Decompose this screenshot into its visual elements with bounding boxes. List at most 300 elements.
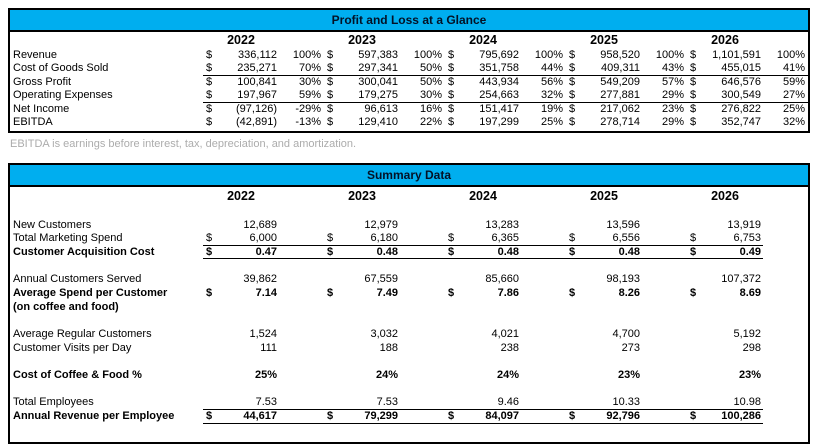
value-cell: 0.47 (221, 245, 279, 259)
value-cell: 5,192 (733, 328, 761, 341)
data-row (10, 102, 808, 116)
percent-cell: 70% (298, 62, 321, 74)
dollar-sign-cell (445, 218, 463, 232)
value-cell: 8.69 (739, 286, 761, 299)
dollar-sign-cell: $ (690, 62, 697, 74)
spacer-cell (10, 355, 808, 369)
percent-cell (279, 245, 324, 259)
value-cell: 100,286 (705, 409, 763, 423)
percent-cell (642, 300, 687, 314)
percent-cell: 50% (419, 62, 442, 74)
value-cell: 0.48 (342, 245, 400, 259)
percent-cell (400, 368, 445, 382)
value-cell: 13,283 (485, 218, 519, 231)
dollar-sign-cell: $ (206, 231, 213, 244)
dollar-sign-cell: $ (448, 89, 455, 101)
dollar-sign-cell (566, 300, 584, 314)
percent-cell: -29% (279, 102, 324, 116)
value-cell: 6,365 (491, 231, 519, 244)
value-cell: 3,032 (370, 328, 398, 341)
percent-cell (642, 368, 687, 382)
percent-cell (763, 272, 808, 286)
year-label: 2026 (711, 188, 739, 203)
value-cell: 23% (617, 369, 640, 382)
dollar-sign-cell (445, 327, 463, 341)
dollar-sign-cell (203, 218, 221, 232)
percent-cell: 32% (540, 89, 563, 101)
percent-cell (400, 245, 445, 259)
data-row (10, 409, 808, 423)
value-cell: 336,112 (238, 48, 277, 61)
data-row (10, 62, 808, 76)
dollar-sign-cell: $ (569, 48, 576, 61)
percent-cell (521, 218, 566, 232)
dollar-sign-cell: $ (445, 75, 463, 89)
row-label: Customer Visits per Day (13, 341, 132, 354)
percent-cell (521, 368, 566, 382)
value-cell: 107,372 (721, 273, 761, 286)
percent-cell (400, 218, 445, 232)
dollar-sign-cell: $ (448, 48, 455, 61)
dollar-sign-cell: $ (203, 245, 221, 259)
percent-cell (642, 272, 687, 286)
dollar-sign-cell (687, 327, 705, 341)
value-cell: 795,692 (479, 48, 519, 61)
value-cell: 25% (254, 369, 277, 382)
percent-cell (400, 272, 445, 286)
percent-cell: 57% (642, 75, 687, 89)
dollar-sign-cell (203, 368, 221, 382)
dollar-sign-cell: $ (445, 245, 463, 259)
percent-cell (642, 409, 687, 423)
row-label: Annual Customers Served (13, 273, 142, 286)
percent-cell: 50% (400, 75, 445, 89)
spacer-row (10, 314, 808, 328)
value-cell: 188 (379, 341, 398, 354)
percent-cell (763, 218, 808, 232)
value-cell: 85,660 (485, 273, 519, 286)
percent-cell (521, 409, 566, 423)
year-label: 2023 (348, 33, 376, 47)
year-pad-cell (521, 187, 566, 204)
ebitda-footnote: EBITDA is earnings before interest, tax, depreciation, and amortization. (10, 138, 357, 150)
dollar-sign-cell (445, 300, 463, 314)
value-cell: 443,934 (463, 75, 521, 89)
row-label: Cost of Coffee & Food % (13, 369, 142, 382)
percent-cell (521, 286, 566, 300)
percent-cell (763, 286, 808, 300)
value-cell: 297,341 (358, 62, 398, 74)
percent-cell (400, 327, 445, 341)
value-cell: 4,021 (491, 328, 519, 341)
data-row (10, 48, 808, 62)
dollar-sign-cell: $ (687, 102, 705, 116)
profit-and-loss-table (8, 8, 810, 133)
value-cell: 352,747 (721, 116, 761, 129)
row-label: Net Income (13, 102, 70, 115)
dollar-sign-cell: $ (690, 116, 697, 129)
dollar-sign-cell: $ (203, 75, 221, 89)
dollar-sign-cell: $ (566, 102, 584, 116)
value-cell: 6,000 (249, 231, 277, 244)
dollar-sign-cell: $ (690, 48, 697, 61)
value-cell: (97,126) (221, 102, 279, 116)
percent-cell (642, 231, 687, 245)
dollar-sign-cell: $ (569, 231, 576, 244)
percent-cell (521, 272, 566, 286)
dollar-sign-cell (566, 368, 584, 382)
data-row (10, 75, 808, 89)
percent-cell (279, 300, 324, 314)
value-cell (705, 300, 763, 314)
dollar-sign-cell: $ (448, 286, 455, 299)
value-cell: 1,524 (249, 328, 277, 341)
value-cell: 455,015 (721, 62, 761, 74)
percent-cell (521, 245, 566, 259)
data-row (10, 245, 808, 259)
percent-cell (400, 341, 445, 355)
percent-cell (763, 341, 808, 355)
percent-cell (400, 300, 445, 314)
data-row (10, 368, 808, 382)
percent-cell: 59% (298, 89, 321, 101)
value-cell: 98,193 (606, 273, 640, 286)
percent-cell: 27% (782, 89, 805, 101)
dollar-sign-cell (687, 396, 705, 410)
percent-cell: 59% (763, 75, 808, 89)
dollar-sign-cell: $ (690, 89, 697, 101)
percent-cell: 19% (521, 102, 566, 116)
summary-grid (10, 187, 808, 437)
spacer-cell (10, 314, 808, 328)
value-cell: 549,209 (584, 75, 642, 89)
value-cell: 92,796 (584, 409, 642, 423)
percent-cell (642, 341, 687, 355)
value-cell: 179,275 (358, 89, 398, 101)
percent-cell (400, 396, 445, 410)
data-row (10, 286, 808, 300)
value-cell: 129,410 (358, 116, 398, 129)
percent-cell: 32% (782, 116, 805, 129)
dollar-sign-cell: $ (569, 286, 576, 299)
percent-cell (279, 286, 324, 300)
value-cell: 96,613 (342, 102, 400, 116)
value-cell: 10.33 (612, 396, 640, 409)
percent-cell (763, 231, 808, 245)
year-label: 2025 (590, 33, 618, 47)
dollar-sign-cell: $ (206, 62, 213, 74)
dollar-sign-cell (445, 272, 463, 286)
percent-cell (642, 327, 687, 341)
dollar-sign-cell: $ (206, 116, 213, 129)
dollar-sign-cell: $ (327, 89, 334, 101)
dollar-sign-cell (203, 300, 221, 314)
year-pad-cell (400, 187, 445, 204)
dollar-sign-cell: $ (206, 286, 213, 299)
value-cell: 67,559 (364, 273, 398, 286)
row-label: Gross Profit (13, 75, 72, 88)
value-cell: 235,271 (237, 62, 277, 74)
value-cell: 276,822 (705, 102, 763, 116)
data-row (10, 116, 808, 130)
percent-cell (279, 231, 324, 245)
dollar-sign-cell (687, 300, 705, 314)
percent-cell (279, 341, 324, 355)
value-cell (342, 300, 400, 314)
value-cell: 39,862 (243, 273, 277, 286)
percent-cell (279, 218, 324, 232)
dollar-sign-cell (324, 272, 342, 286)
dollar-sign-cell: $ (324, 102, 342, 116)
value-cell: 646,576 (705, 75, 763, 89)
value-cell (584, 300, 642, 314)
dollar-sign-cell: $ (203, 409, 221, 423)
value-cell: 6,180 (370, 231, 398, 244)
dollar-sign-cell: $ (327, 48, 334, 61)
value-cell: 197,299 (479, 116, 519, 129)
dollar-sign-cell: $ (690, 286, 697, 299)
spacer-row (10, 382, 808, 396)
value-cell: 79,299 (342, 409, 400, 423)
dollar-sign-cell (203, 396, 221, 410)
percent-cell (279, 409, 324, 423)
dollar-sign-cell (324, 368, 342, 382)
dollar-sign-cell: $ (566, 75, 584, 89)
row-label: New Customers (13, 218, 92, 231)
corner-cell (10, 187, 203, 204)
dollar-sign-cell: $ (569, 89, 576, 101)
dollar-sign-cell: $ (327, 62, 334, 74)
value-cell: 44,617 (221, 409, 279, 423)
value-cell: 12,689 (243, 218, 277, 231)
value-cell: 23% (738, 369, 761, 382)
dollar-sign-cell (445, 368, 463, 382)
value-cell: 277,881 (600, 89, 640, 101)
value-cell (221, 300, 279, 314)
dollar-sign-cell (324, 341, 342, 355)
value-cell: 7.53 (255, 396, 277, 409)
data-row (10, 89, 808, 103)
dollar-sign-cell (687, 272, 705, 286)
percent-cell: 23% (642, 102, 687, 116)
year-label: 2022 (227, 188, 255, 203)
percent-cell (642, 218, 687, 232)
percent-cell (763, 245, 808, 259)
dollar-sign-cell (324, 300, 342, 314)
dollar-sign-cell (687, 218, 705, 232)
dollar-sign-cell (445, 396, 463, 410)
spacer-row (10, 204, 808, 218)
pnl-title-bar: Profit and Loss at a Glance (10, 10, 808, 32)
year-pad-cell (400, 32, 445, 48)
dollar-sign-cell: $ (690, 231, 697, 244)
percent-cell: 56% (521, 75, 566, 89)
pnl-grid (10, 32, 808, 129)
year-label: 2023 (348, 188, 376, 203)
data-row (10, 231, 808, 245)
value-cell: 24% (375, 369, 398, 382)
dollar-sign-cell: $ (206, 89, 213, 101)
dollar-sign-cell: $ (448, 116, 455, 129)
dollar-sign-cell: $ (324, 75, 342, 89)
value-cell: 6,753 (733, 231, 761, 244)
data-row (10, 396, 808, 410)
value-cell: 84,097 (463, 409, 521, 423)
dollar-sign-cell (566, 272, 584, 286)
row-label: Total Employees (13, 396, 94, 409)
value-cell: 254,663 (479, 89, 519, 101)
year-label: 2024 (469, 188, 497, 203)
value-cell: 278,714 (600, 116, 640, 129)
year-pad-cell (642, 32, 687, 48)
value-cell: 100,841 (221, 75, 279, 89)
percent-cell: 100% (534, 48, 563, 61)
row-label: EBITDA (13, 116, 53, 129)
dollar-sign-cell: $ (569, 116, 576, 129)
data-row (10, 218, 808, 232)
dollar-sign-cell: $ (569, 62, 576, 74)
spacer-row (10, 423, 808, 437)
row-label: Customer Acquisition Cost (13, 245, 155, 258)
row-label: Average Regular Customers (13, 328, 152, 341)
dollar-sign-cell: $ (203, 102, 221, 116)
dollar-sign-cell: $ (327, 286, 334, 299)
percent-cell: 29% (661, 89, 684, 101)
row-label: Revenue (13, 48, 58, 61)
row-label: (on coffee and food) (13, 300, 119, 313)
data-row (10, 341, 808, 355)
value-cell (463, 300, 521, 314)
year-label: 2025 (590, 188, 618, 203)
row-label: Cost of Goods Sold (13, 62, 109, 75)
value-cell: 0.49 (705, 245, 763, 259)
percent-cell: 30% (419, 89, 442, 101)
value-cell: 597,383 (358, 48, 398, 61)
data-row (10, 327, 808, 341)
value-cell: 7.14 (255, 286, 277, 299)
year-label: 2022 (227, 33, 255, 47)
dollar-sign-cell: $ (448, 62, 455, 74)
percent-cell (279, 272, 324, 286)
percent-cell (763, 368, 808, 382)
percent-cell: 100% (413, 48, 442, 61)
dollar-sign-cell (203, 341, 221, 355)
value-cell: 1,101,591 (712, 48, 761, 61)
dollar-sign-cell: $ (687, 409, 705, 423)
percent-cell (521, 327, 566, 341)
value-cell: 12,979 (364, 218, 398, 231)
percent-cell (521, 231, 566, 245)
value-cell: 298 (742, 341, 761, 354)
dollar-sign-cell: $ (206, 48, 213, 61)
dollar-sign-cell: $ (566, 245, 584, 259)
year-pad-cell (279, 187, 324, 204)
percent-cell (400, 286, 445, 300)
percent-cell (763, 300, 808, 314)
percent-cell (279, 396, 324, 410)
spacer-row (10, 259, 808, 273)
value-cell: 4,700 (612, 328, 640, 341)
dollar-sign-cell (566, 218, 584, 232)
value-cell: 111 (260, 341, 277, 354)
percent-cell (521, 396, 566, 410)
summary-title-bar: Summary Data (10, 165, 808, 187)
value-cell: 24% (496, 369, 519, 382)
dollar-sign-cell: $ (327, 116, 334, 129)
dollar-sign-cell: $ (448, 231, 455, 244)
value-cell: 409,311 (601, 62, 640, 74)
percent-cell: 44% (540, 62, 563, 74)
percent-cell: 16% (400, 102, 445, 116)
data-row (10, 272, 808, 286)
dollar-sign-cell (324, 218, 342, 232)
percent-cell: 25% (521, 116, 566, 130)
percent-cell (400, 231, 445, 245)
percent-cell (763, 396, 808, 410)
year-pad-cell (763, 187, 808, 204)
dollar-sign-cell (324, 396, 342, 410)
dollar-sign-cell (203, 327, 221, 341)
dollar-sign-cell (687, 341, 705, 355)
percent-cell (279, 327, 324, 341)
dollar-sign-cell: $ (566, 409, 584, 423)
year-pad-cell (763, 32, 808, 48)
row-label: Total Marketing Spend (13, 232, 123, 245)
summary-data-table (8, 163, 810, 444)
dollar-sign-cell: $ (324, 245, 342, 259)
value-cell: 300,041 (342, 75, 400, 89)
percent-cell: 25% (763, 102, 808, 116)
value-cell: 0.48 (584, 245, 642, 259)
corner-cell (10, 32, 203, 48)
percent-cell (642, 396, 687, 410)
percent-cell: -13% (279, 116, 324, 130)
value-cell: 238 (500, 341, 519, 354)
value-cell: 7.86 (497, 286, 519, 299)
value-cell: 0.48 (463, 245, 521, 259)
percent-cell (642, 245, 687, 259)
percent-cell (763, 409, 808, 423)
dollar-sign-cell (324, 327, 342, 341)
value-cell: 351,758 (479, 62, 519, 74)
value-cell: 273 (621, 341, 640, 354)
value-cell: 197,967 (237, 89, 277, 101)
percent-cell: 43% (661, 62, 684, 74)
value-cell: 13,919 (727, 218, 761, 231)
dollar-sign-cell: $ (324, 409, 342, 423)
dollar-sign-cell: $ (445, 102, 463, 116)
dollar-sign-cell: $ (687, 245, 705, 259)
year-label: 2024 (469, 33, 497, 47)
percent-cell (279, 368, 324, 382)
value-cell: 13,596 (606, 218, 640, 231)
percent-cell: 29% (642, 116, 687, 130)
percent-cell: 41% (782, 62, 805, 74)
percent-cell: 30% (279, 75, 324, 89)
value-cell: 151,417 (463, 102, 521, 116)
value-cell: 6,556 (612, 231, 640, 244)
value-cell: 7.49 (376, 286, 398, 299)
year-label: 2026 (711, 33, 739, 47)
row-label: Operating Expenses (13, 89, 113, 102)
dollar-sign-cell (566, 341, 584, 355)
spacer-cell (10, 382, 808, 396)
dollar-sign-cell: $ (445, 409, 463, 423)
dollar-sign-cell (203, 272, 221, 286)
dollar-sign-cell (566, 327, 584, 341)
percent-cell: 100% (776, 48, 805, 61)
value-cell: 217,062 (584, 102, 642, 116)
